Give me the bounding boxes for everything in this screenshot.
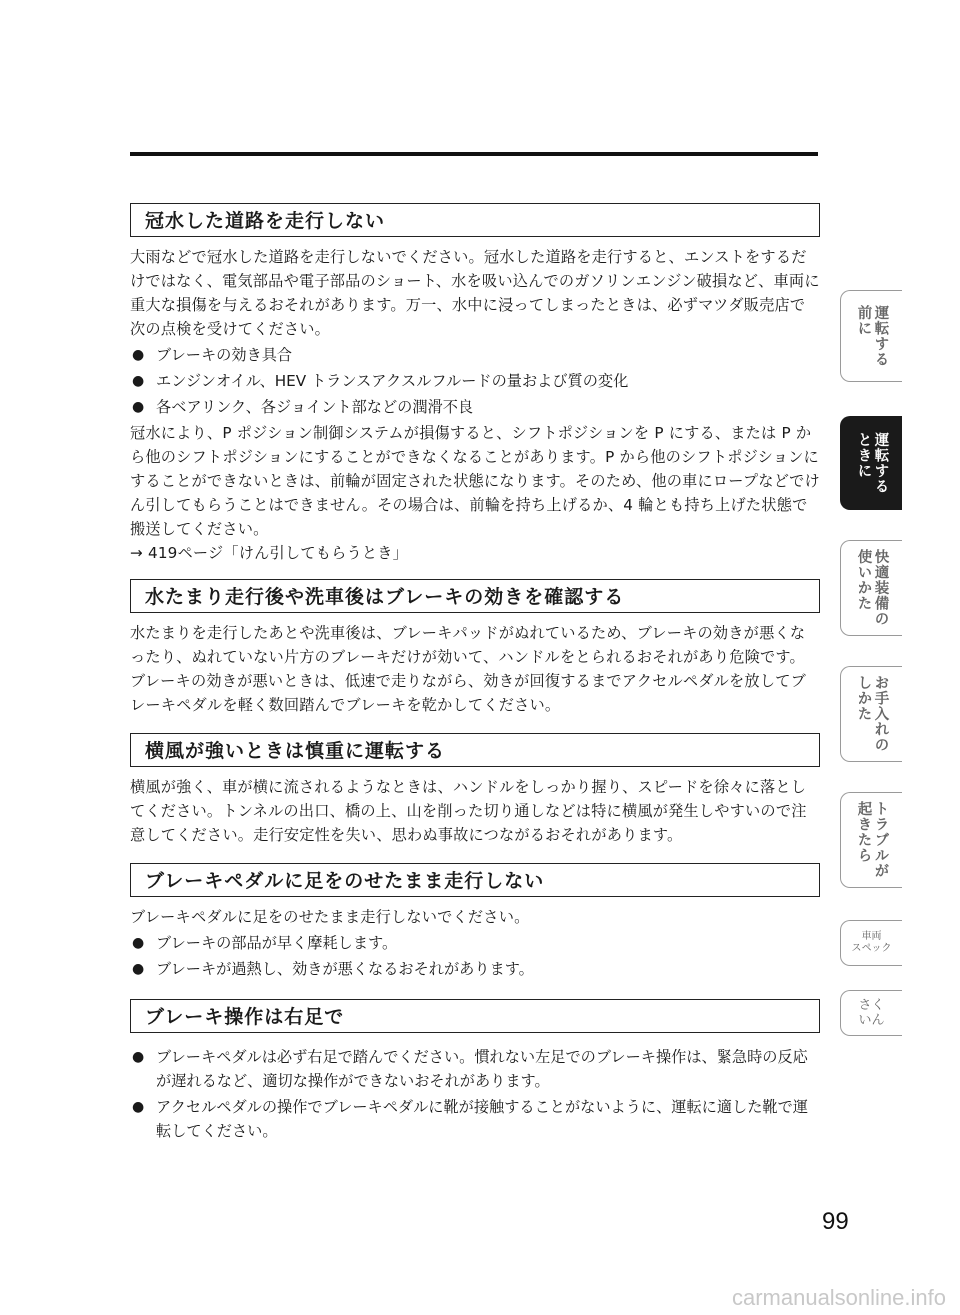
bullet-text: エンジンオイル、HEV トランスアクスルフルードの量および質の変化 bbox=[156, 372, 629, 390]
section-crosswind bbox=[130, 733, 820, 847]
tab-label: 運転する ときに bbox=[855, 432, 889, 494]
section-paragraph: 大雨などで冠水した道路を走行しないでください。冠水した道路を走行すると、エンストをするだけではなく、電気部品や電子部品のショート、水を吸い込んでのガソリンエンジン破損など、車両に重大な損傷を与えるおそれがあります。万一、水中に浸ってしまったときは、必ずマツダ販売店で次の点検を受けてください。 bbox=[130, 248, 820, 338]
tab-vehicle-specs[interactable] bbox=[840, 920, 902, 966]
section-heading: ブレーキ操作は右足で bbox=[130, 999, 820, 1033]
tab-index[interactable] bbox=[840, 990, 902, 1036]
bullet-item bbox=[130, 343, 820, 367]
tab-troubleshooting[interactable] bbox=[840, 792, 902, 888]
tab-label: トラブルが 起きたら bbox=[855, 801, 889, 879]
bullet-text: ブレーキの効き具合 bbox=[156, 346, 293, 364]
bullet-text: ブレーキが過熱し、効きが悪くなるおそれがあります。 bbox=[156, 960, 534, 978]
tab-label: さく いん bbox=[858, 998, 885, 1028]
section-flooded-road bbox=[130, 203, 820, 565]
tab-while-driving[interactable] bbox=[840, 416, 902, 510]
bullet-text: 各ベアリンク、各ジョイント部などの潤滑不良 bbox=[156, 398, 474, 416]
tab-label: 運転する 前に bbox=[855, 305, 889, 367]
section-paragraph: 水たまりを走行したあとや洗車後は、ブレーキパッドがぬれているため、ブレーキの効きが悪くなったり、ぬれていない片方のブレーキだけが効いて、ハンドルをとられるおそれがあり危険です。ブレーキの効きが悪いときは、低速で走りながら、効きが回復するまでアクセルペダルを放してブレーキペダルを軽く数回踏んでブレーキを乾かしてください。 bbox=[130, 624, 806, 714]
tab-before-driving[interactable] bbox=[840, 290, 902, 382]
watermark: carmanualsonline.info bbox=[731, 1285, 946, 1310]
bullet-item bbox=[130, 395, 820, 419]
main-content bbox=[130, 203, 820, 1145]
section-puddle-brakes bbox=[130, 579, 820, 717]
section-heading: ブレーキペダルに足をのせたまま走行しない bbox=[130, 863, 820, 897]
page-reference: → 419ページ「けん引してもらうとき」 bbox=[130, 544, 409, 562]
bullet-dot: ● bbox=[132, 373, 145, 389]
bullet-item bbox=[130, 931, 820, 955]
bullet-text: アクセルペダルの操作でブレーキペダルに靴が接触することがないように、運転に適した靴で運転してください。 bbox=[156, 1098, 808, 1140]
bullet-dot: ● bbox=[132, 1099, 145, 1115]
bullet-dot: ● bbox=[132, 347, 145, 363]
bullet-dot: ● bbox=[132, 1049, 145, 1065]
bullet-dot: ● bbox=[132, 399, 145, 415]
section-heading: 横風が強いときは慎重に運転する bbox=[130, 733, 820, 767]
section-heading: 冠水した道路を走行しない bbox=[130, 203, 820, 237]
bullet-text: ブレーキの部品が早く摩耗します。 bbox=[156, 934, 398, 952]
section-right-foot-braking bbox=[130, 999, 820, 1143]
section-paragraph: ブレーキペダルに足をのせたまま走行しないでください。 bbox=[130, 908, 530, 926]
bullet-item bbox=[130, 369, 820, 393]
tab-comfort-features[interactable] bbox=[840, 540, 902, 636]
tab-label: 車両 スペック bbox=[851, 931, 892, 954]
tab-label: 快適装備の 使いかた bbox=[855, 549, 889, 627]
section-heading: 水たまり走行後や洗車後はブレーキの効きを確認する bbox=[130, 579, 820, 613]
section-foot-on-brake bbox=[130, 863, 820, 981]
bullet-text: ブレーキペダルは必ず右足で踏んでください。慣れない左足でのブレーキ操作は、緊急時の反応が遅れるなど、適切な操作ができないおそれがあります。 bbox=[156, 1048, 808, 1090]
bullet-dot: ● bbox=[132, 961, 145, 977]
section-paragraph: 冠水により、P ポジション制御システムが損傷すると、シフトポジションを P にする、または P から他のシフトポジションにすることができなくなることがあります。P から他のシフトポジションにすることができないときは、前輪が固定された状態になります。そのため、他の車にロープなどでけん引してもらうことはできません。その場合は、前輪を持ち上げるか、4 輪とも持ち上げた状態で搬送してください。 bbox=[130, 424, 820, 538]
bullet-dot: ● bbox=[132, 935, 145, 951]
tab-label: お手入れの しかた bbox=[855, 675, 889, 753]
page-number: 99 bbox=[822, 1208, 849, 1235]
bullet-item bbox=[130, 957, 820, 981]
tab-maintenance[interactable] bbox=[840, 666, 902, 762]
top-rule bbox=[130, 152, 818, 156]
section-paragraph: 横風が強く、車が横に流されるようなときは、ハンドルをしっかり握り、スピードを徐々に落としてください。トンネルの出口、橋の上、山を削った切り通しなどは特に横風が発生しやすいので注意してください。走行安定性を失い、思わぬ事故につながるおそれがあります。 bbox=[130, 778, 807, 844]
bullet-item bbox=[130, 1095, 820, 1143]
bullet-item bbox=[130, 1045, 820, 1093]
